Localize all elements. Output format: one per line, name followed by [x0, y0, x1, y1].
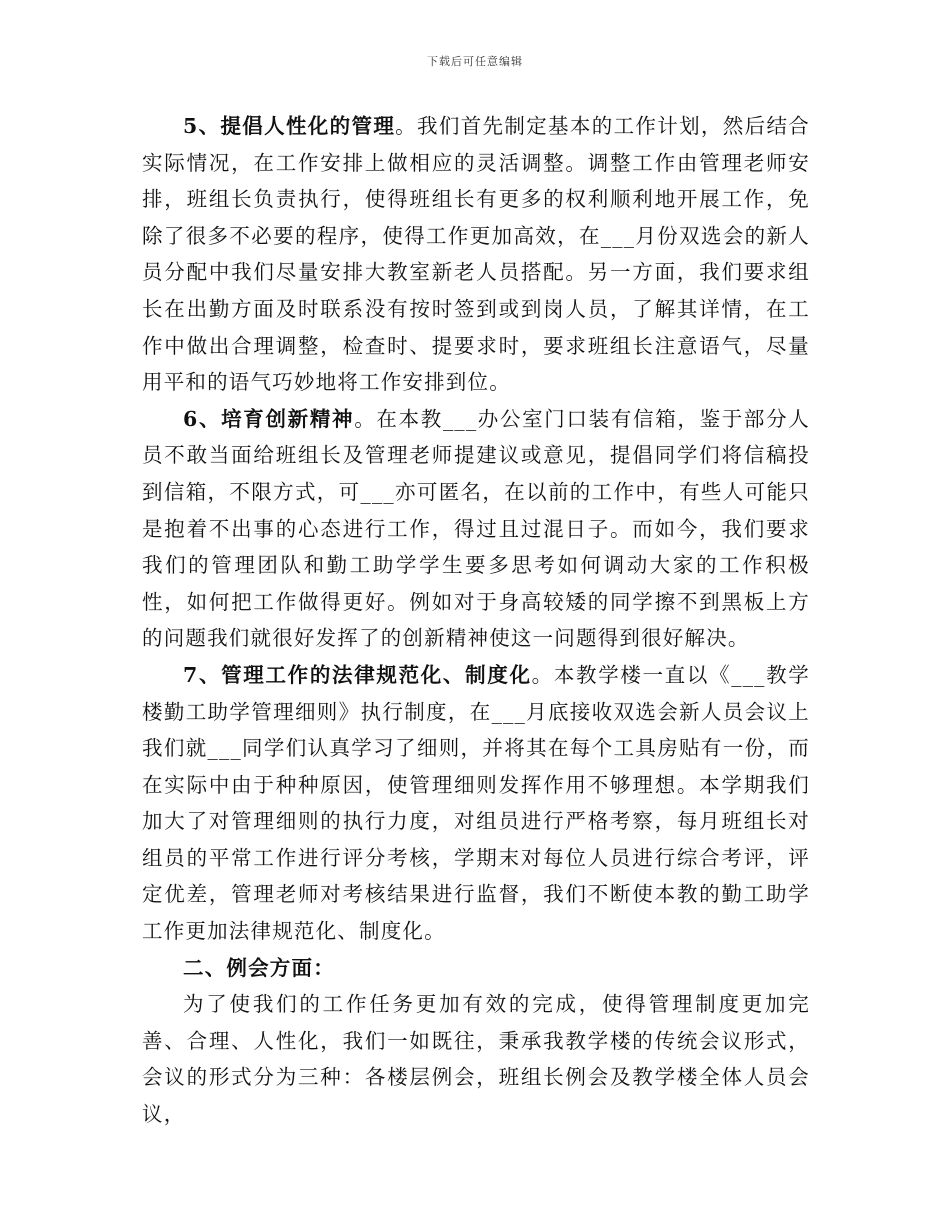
section-6-text: 。在本教___办公室门口装有信箱，鉴于部分人员不敢当面给班组长及管理老师提建议或意见，提倡同学们将信稿投到信箱，不限方式，可___亦可匿名，在以前的工作中，有些人可能只是抱着不出事的心态进行工作，得过且过混日子。而如今，我们要求我们的管理团队和勤工助学学生要多思考如何调动大家的工作积极性，如何把工作做得更好。例如对于身高较矮的同学擦不到黑板上方的问题我们就很好发挥了的创新精神使这一问题得到很好解决。	[142, 406, 810, 651]
section-5-text: 。我们首先制定基本的工作计划，然后结合实际情况，在工作安排上做相应的灵活调整。调整工作由管理老师安排，班组长负责执行，使得班组长有更多的权利顺利地开展工作，免除了很多不必要的程序，使得工作更加高效，在___月份双选会的新人员分配中我们尽量安排大教室新老人员搭配。另一方面，我们要求组长在出勤方面及时联系没有按时签到或到岗人员，了解其详情，在工作中做出合理调整，检查时、提要求时，要求班组长注意语气，尽量用平和的语气巧妙地将工作安排到位。	[142, 114, 810, 395]
meeting-section-paragraph: 为了使我们的工作任务更加有效的完成，使得管理制度更加完善、合理、人性化，我们一如既往，秉承我教学楼的传统会议形式，会议的形式分为三种：各楼层例会，班组长例会及教学楼全体人员会议，	[142, 992, 810, 1127]
section-6-heading: 6、培育创新精神	[183, 406, 355, 431]
section-7-text: 。本教学楼一直以《___教学楼勤工助学管理细则》执行制度，在___月底接收双选会新人员会议上我们就___同学们认真学习了细则，并将其在每个工具房贴有一份，而在实际中由于种种原因，使管理细则发挥作用不够理想。本学期我们加大了对管理细则的执行力度，对组员进行严格考察，每月班组长对组员的平常工作进行评分考核，学期末对每位人员进行综合考评，评定优差，管理老师对考核结果进行监督，我们不断使本教的勤工助学工作更加法律规范化、制度化。	[142, 662, 810, 944]
section-5-heading: 5、提倡人性化的管理	[183, 114, 396, 138]
section-5-paragraph	[142, 108, 810, 401]
page-header: 下载后可任意编辑	[427, 55, 523, 68]
document-body	[142, 108, 810, 1133]
section-6-paragraph	[142, 401, 810, 657]
section-7-paragraph	[142, 657, 810, 950]
meeting-section-heading: 二、例会方面：	[183, 955, 335, 980]
section-7-heading: 7、管理工作的法律规范化、制度化	[183, 662, 532, 687]
